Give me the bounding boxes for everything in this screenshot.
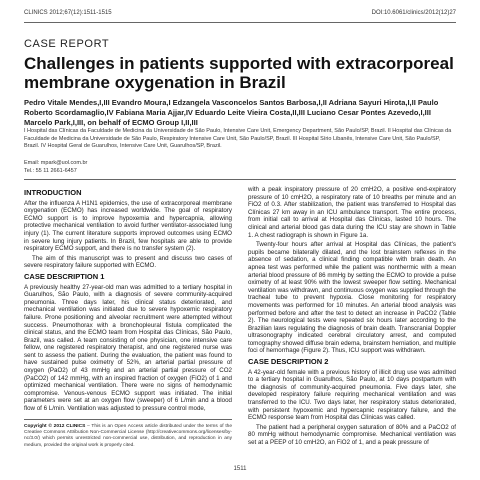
case2-paragraph: A 42-year-old female with a previous history of illicit drug use was admitted to a tertiary hospital in Guarulhos, São Paulo, at 10 days postpartum with the diagnosis of community-acquired pneumonia. Five days later, she developed respiratory failure requiring mechanical ventilation and was transferred to the ICU. Two days later, her respiratory status deteriorated, with persistent hypoxemic and hypercapnic respiratory failure, and the ECMO response team from Hospital das Clínicas was called. — [248, 368, 456, 422]
corresponding-phone: Tel.: 55 11 2661-6457 — [24, 168, 77, 174]
license-notice — [24, 424, 232, 449]
case1-paragraph: with a peak inspiratory pressure of 20 cmH2O, a positive end-expiratory pressure of 10 cmH2O, a respiratory rate of 10 breaths per minute and an FiO2 of 0.3. After stabilization, the patient was transferred to Hospital das Clínicas 27 km away in an ICU ambulance transport. The entire process, from initial call to arrival at Hospital das Clínicas, lasted 10 hours. The clinical and arterial blood gas data during the ICU stay are shown in Table 1. A chest radiograph is shown in Figure 1a. — [248, 186, 456, 239]
section-heading-introduction: INTRODUCTION — [24, 188, 82, 197]
left-column — [24, 186, 232, 415]
doi[interactable]: DOI:10.6061/clinics/2012(12)27 — [371, 10, 456, 16]
case2-paragraph: The patient had a peripheral oxygen saturation of 80% and a PaCO2 of 80 mmHg without hemodynamic compromise. Mechanical ventilation was set at a PEEP of 10 cmH2O, an FiO2 of 1, and a peak pressure of — [248, 423, 456, 446]
section-heading-case1: CASE DESCRIPTION 1 — [24, 271, 105, 281]
introduction-paragraph: After the influenza A H1N1 epidemics, the use of extracorporeal membrane oxygenation (ECMO) has increased worldwide. The goal of respiratory ECMO support is to improve hypoxemia and hypercapnia, allowing protective mechanical ventilation to avoid further ventilator-associated lung injury (1). The current literature supports improved outcomes using ECMO in severe lung injury patients. In Brazil, few hospitals are able to provide respiratory ECMO support, and there is no transfer system (2). — [24, 199, 232, 253]
section-heading-case2: CASE DESCRIPTION 2 — [248, 357, 329, 367]
journal-citation: CLINICS 2012;67(12):1511-1515 — [24, 10, 112, 16]
corresponding-email[interactable]: Email: mpark@uol.com.br — [24, 160, 88, 166]
author-list: Pedro Vitale Mendes,I,III Evandro Moura,I Edzangela Vasconcelos Santos Barbosa,I,II Adriana Sayuri Hirota,I,II Paulo Roberto Scordamaglio,IV Fabiana Maria Ajjar,IV Eduardo Leite Vieira Costa,II,III Luciano Cesar Pontes Azevedo,I,III Marcelo Park,I,III, on behalf of ECMO Group I,II,III — [24, 98, 439, 127]
header-rule — [24, 22, 456, 23]
affiliations: I Hospital das Clínicas da Faculdade de Medicina da Universidade de São Paulo, Intensive Care Unit, Emergency Department, São Paulo/SP, Brazil. II Hospital das Clínicas da Faculdade de Medicina da Universidade de São Paulo, Respiratory Intensive Care Unit, São Paulo/SP, Brazil. III Hospital Sírio Libanês, Intensive Care Unit, São Paulo/SP, Brazil. IV Hospital Geral de Guarulhos, Intensive Care Unit, Guarulhos/SP, Brazil. — [24, 128, 452, 149]
page-number: 1511 — [233, 466, 247, 472]
meta-rule — [24, 179, 456, 180]
license-label: Copyright © 2012 CLINICS — [24, 424, 86, 429]
introduction-paragraph: The aim of this manuscript was to present and discuss two cases of severe respiratory failure supported with ECMO. — [24, 254, 232, 270]
article-type: CASE REPORT — [24, 38, 110, 50]
case1-paragraph: Twenty-four hours after arrival at Hospital das Clínicas, the patient's pupils became bilaterally dilated, and the lost brainstem reflexes in the absence of sedation, a clinical finding compatible with brain death. An apnea test was performed while the patient was nonthermic with a mean arterial blood pressure of 86 mmHg by setting the ECMO to provide a pulse oximetry of at least 90% with the lowest sweeper flow setting. Mechanical ventilation was withdrawn, and continuous oxygen was supplied through the tracheal tube to prevent hypoxia. Close monitoring for respiratory movements was performed for 10 minutes. An arterial blood analysis was performed before and after the test to detect an increase in PaCO2 (Table 2). The neurological tests were repeated six hours later according to the Brazilian laws regulating the diagnosis of brain death. Transcranial Doppler ultrasonography indicated cerebral circulatory arrest, and computed tomography showed diffuse brain edema, brainstem herniation, and multiple foci of hemorrhage (Figure 2). Thus, ICU support was withdrawn. — [248, 241, 456, 355]
right-column — [248, 186, 456, 449]
article-title: Challenges in patients supported with extracorporeal membrane oxygenation in Brazil — [24, 54, 454, 92]
running-header — [24, 10, 456, 20]
license-text: – This is an Open Access article distributed under the terms of the Creative Commons Attribution Non-Commercial License (http://creativecommons.org/licenses/by-nc/3.0/) which permits unrestricted non-commercial use, distribution, and reproduction in any medium, provided the original work is properly cited. — [24, 424, 232, 448]
case1-paragraph: A previously healthy 27-year-old man was admitted to a tertiary hospital in Guarulhos, São Paulo, with a diagnosis of severe community-acquired pneumonia. Three days later, his clinical status deteriorated, and mechanical ventilation was initiated due to severe hypoxemic respiratory failure. Prone positioning and alveolar recruitment were attempted without success. Pneumothorax with a bronchopleural fistula complicated the clinical status, and the ECMO team from Hospital das Clínicas, São Paulo, Brazil, was called. A team consisting of one physician, one intensive care fellow, one registered respiratory therapist, and one registered nurse was sent to assess the patient. During the evaluation, the patient was found to have sustained pulse oximetry of 52%, an arterial partial pressure of oxygen (PaO2) of 43 mmHg and an arterial partial pressure of CO2 (PaCO2) of 142 mmHg, with an inspired fraction of oxygen (FiO2) of 1 and optimized mechanical ventilation. There were no signs of hemodynamic compromise. Venous-venous ECMO support was initiated. The initial parameters were set at an oxygen flow (sweeper) of 6 L/min and a blood flow of 6 L/min. Ventilation was adjusted to pressure control mode, — [24, 283, 232, 413]
license-rule — [24, 419, 232, 420]
